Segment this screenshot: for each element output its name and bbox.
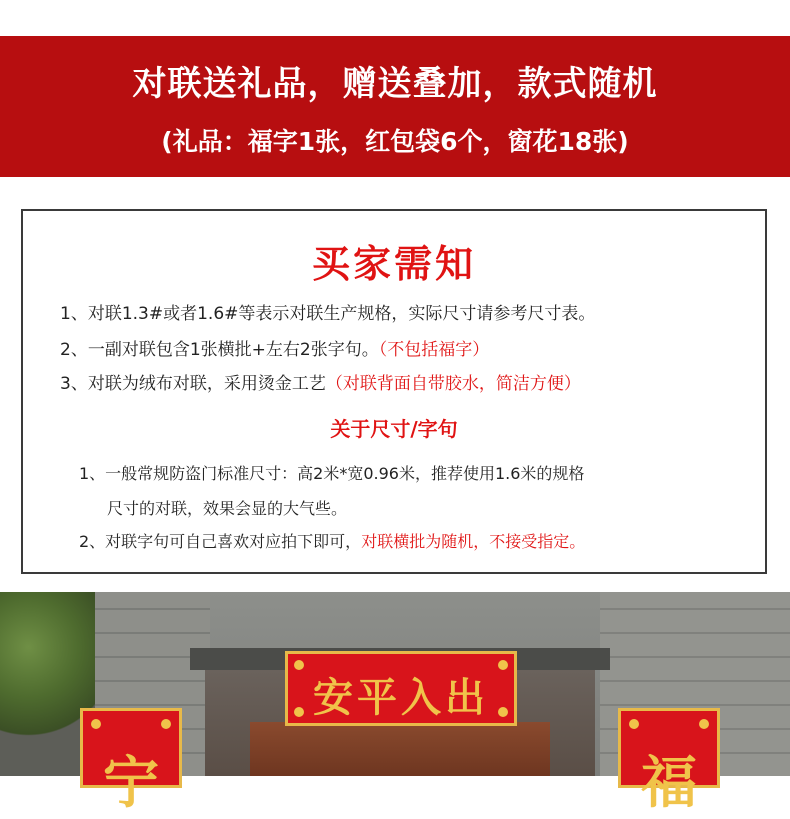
gold-ornament xyxy=(294,707,304,717)
size-item-2 xyxy=(79,529,585,552)
notice-item-2-text: 2、一副对联包含1张横批+左右2张字句。 xyxy=(60,340,379,360)
size-item-2-text: 2、对联字句可自己喜欢对应拍下即可， xyxy=(79,532,362,551)
notice-title: 买家需知 xyxy=(311,242,476,286)
size-section-title: 关于尺寸/字句 xyxy=(330,417,458,441)
gold-ornament xyxy=(498,707,508,717)
notice-item-3-text: 3、对联为绒布对联，采用烫金工艺 xyxy=(60,374,326,394)
gold-ornament xyxy=(161,719,171,729)
notice-item-2-note: （不包括福字） xyxy=(378,340,490,360)
couplet-right-char: 福 xyxy=(641,750,697,816)
hengpi-text: 安平入出 xyxy=(313,674,489,721)
gold-ornament xyxy=(498,660,508,670)
size-item-1: 1、一般常规防盗门标准尺寸：高2米*宽0.96米，推荐使用1.6米的规格 xyxy=(79,464,585,483)
buyer-notice-panel xyxy=(21,209,767,574)
size-item-2-note: 对联横批为随机，不接受指定。 xyxy=(361,532,586,551)
couplet-left-char: 宁 xyxy=(103,750,159,816)
notice-item-2 xyxy=(60,335,489,360)
couplet-right xyxy=(618,708,720,816)
notice-item-3 xyxy=(60,369,581,394)
gold-ornament xyxy=(91,719,101,729)
notice-item-1: 1、对联1.3#或者1.6#等表示对联生产规格，实际尺寸请参考尺寸表。 xyxy=(60,304,596,324)
gold-ornament xyxy=(294,660,304,670)
couplet-horizontal-scroll xyxy=(285,651,517,726)
banner-subtitle: (礼品：福字1张，红包袋6个，窗花18张) xyxy=(161,127,629,156)
size-item-1-cont: 尺寸的对联，效果会显的大气些。 xyxy=(107,499,348,518)
banner-title: 对联送礼品，赠送叠加，款式随机 xyxy=(132,64,658,104)
promo-banner xyxy=(0,36,790,177)
wooden-door xyxy=(250,722,550,776)
product-photo xyxy=(0,592,790,816)
gold-ornament xyxy=(699,719,709,729)
couplet-left xyxy=(80,708,182,816)
gold-ornament xyxy=(629,719,639,729)
notice-item-3-note: （对联背面自带胶水，简洁方便） xyxy=(325,374,581,394)
